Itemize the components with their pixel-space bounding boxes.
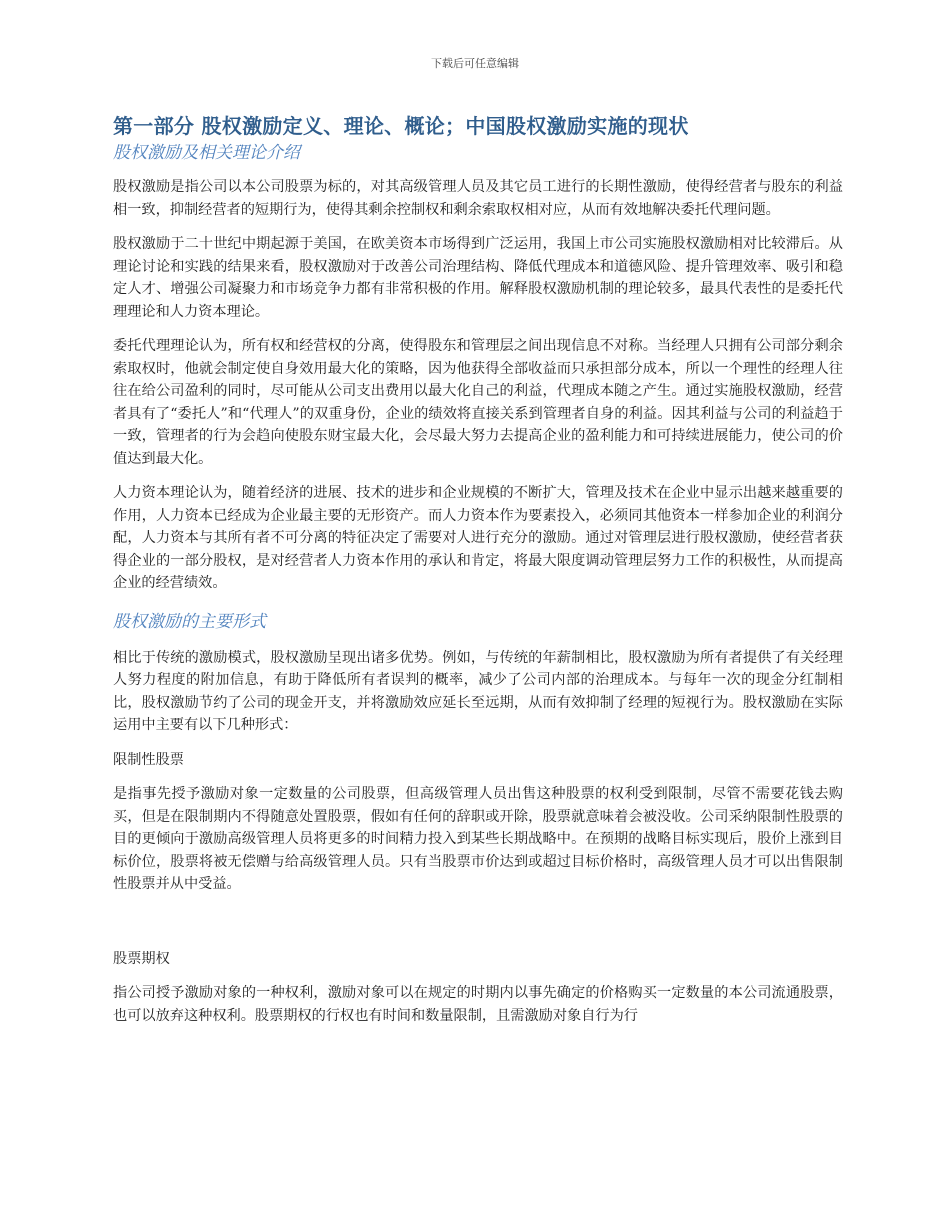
paragraph-restricted-stock: 是指事先授予激励对象一定数量的公司股票，但高级管理人员出售这种股票的权利受到限制，尽管不需要花钱去购买，但是在限制期内不得随意处置股票，假如有任何的辞职或开除，股票就意味着会被没收。公司采纳限制性股票的目的更倾向于激励高级管理人员将更多的时间精力投入到某些长期战略中。在预期的战略目标实现后，股价上涨到目标价位，股票将被无偿赠与给高级管理人员。只有当股票市价达到或超过目标价格时，高级管理人员才可以出售限制性股票并从中受益。 [113, 786, 843, 892]
paragraph-stock-options: 指公司授予激励对象的一种权利，激励对象可以在规定的时期内以事先确定的价格购买一定数量的本公司流通股票，也可以放弃这种权利。股票期权的行权也有时间和数量限制，且需激励对象自行为行 [113, 985, 843, 1024]
header-note: 下载后可任意编辑 [431, 57, 519, 70]
subheading-restricted-stock: 限制性股票 [113, 751, 184, 768]
paragraph-human-capital-theory: 人力资本理论认为，随着经济的进展、技术的进步和企业规模的不断扩大，管理及技术在企业中显示出越来越重要的作用，人力资本已经成为企业最主要的无形资产。而人力资本作为要素投入，必须同其他资本一样参加企业的利润分配，人力资本与其所有者不可分离的特征决定了需要对人进行充分的激励。通过对管理层进行股权激励，使经营者获得企业的一部分股权，是对经营者人力资本作用的承认和肯定，将最大限度调动管理层努力工作的积极性，从而提高企业的经营绩效。 [113, 485, 843, 591]
subheading-stock-options: 股票期权 [113, 950, 170, 967]
paragraph-origin: 股权激励于二十世纪中期起源于美国，在欧美资本市场得到广泛运用，我国上市公司实施股权激励相对比较滞后。从理论讨论和实践的结果来看，股权激励对于改善公司治理结构、降低代理成本和道德风险、提升管理效率、吸引和稳定人才、增强公司凝聚力和市场竞争力都有非常积极的作用。解释股权激励机制的理论较多，最具代表性的是委托代理理论和人力资本理论。 [113, 236, 843, 320]
section-title-forms: 股权激励的主要形式 [113, 611, 266, 632]
document-body [113, 112, 843, 1039]
part-title: 第一部分 股权激励定义、理论、概论；中国股权激励实施的现状 [113, 114, 689, 138]
blank-spacer [113, 908, 843, 948]
section-title-theory: 股权激励及相关理论介绍 [113, 143, 300, 163]
paragraph-forms-intro: 相比于传统的激励模式，股权激励呈现出诸多优势。例如，与传统的年薪制相比，股权激励为所有者提供了有关经理人努力程度的附加信息，有助于降低所有者误判的概率，减少了公司内部的治理成本。与每年一次的现金分红制相比，股权激励节约了公司的现金开支，并将激励效应延长至远期，从而有效抑制了经理的短视行为。股权激励在实际运用中主要有以下几种形式： [113, 649, 843, 733]
paragraph-definition: 股权激励是指公司以本公司股票为标的，对其高级管理人员及其它员工进行的长期性激励，使得经营者与股东的利益相一致，抑制经营者的短期行为，使得其剩余控制权和剩余索取权相对应，从而有效地解决委托代理问题。 [113, 179, 843, 218]
paragraph-agency-theory: 委托代理理论认为，所有权和经营权的分离，使得股东和管理层之间出现信息不对称。当经理人只拥有公司部分剩余索取权时，他就会制定使自身效用最大化的策略，因为他获得全部收益而只承担部分成本，所以一个理性的经理人往往在给公司盈利的同时，尽可能从公司支出费用以最大化自己的利益，代理成本随之产生。通过实施股权激励，经营者具有了“委托人”和“代理人”的双重身份，企业的绩效将直接关系到管理者自身的利益。因其利益与公司的利益趋于一致，管理者的行为会趋向使股东财宝最大化，会尽最大努力去提高企业的盈利能力和可持续进展能力，使公司的价值达到最大化。 [113, 338, 843, 467]
